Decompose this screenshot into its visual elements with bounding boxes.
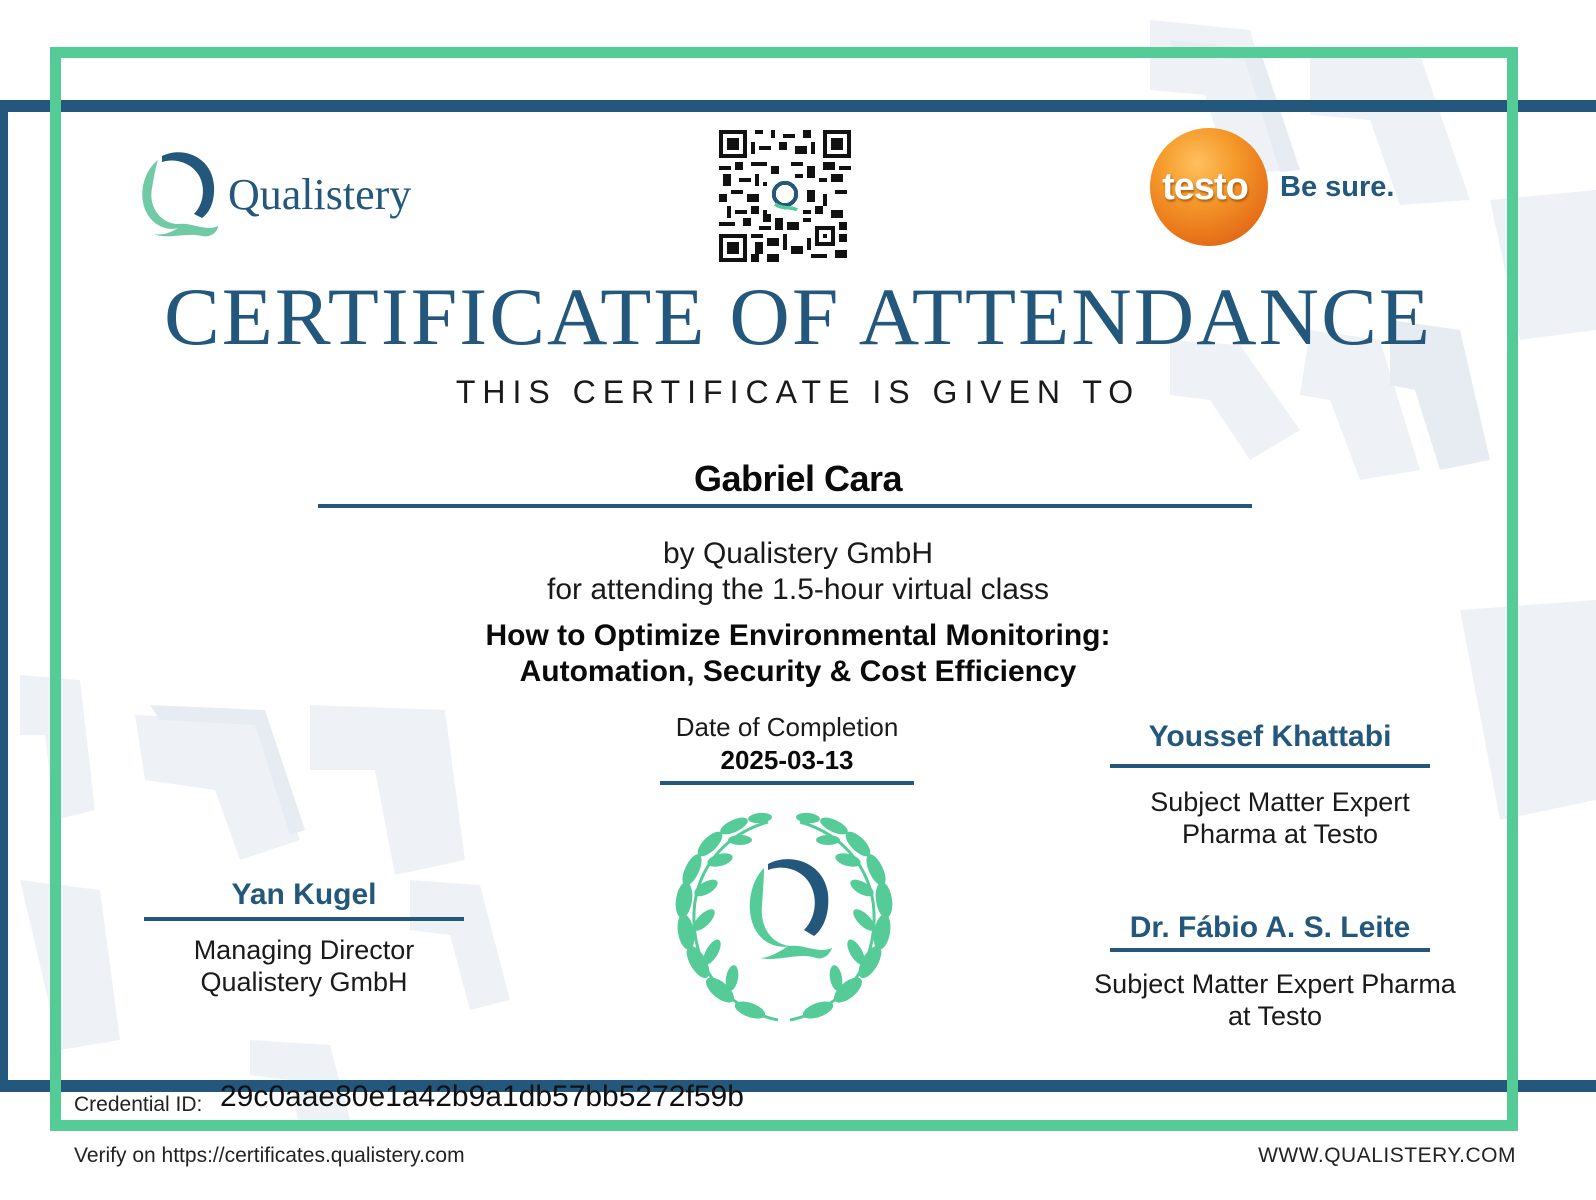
- by-line: by Qualistery GmbH: [662, 537, 934, 570]
- role-line: Pharma at Testo: [1181, 819, 1379, 849]
- certificate-title: CERTIFICATE OF ATTENDANCE: [163, 271, 1433, 362]
- completion-date: 2025-03-13: [720, 745, 854, 775]
- signatory-role: [1070, 786, 1490, 850]
- recipient-underline: [318, 504, 1252, 508]
- testo-logo: [1150, 128, 1394, 246]
- role-line: at Testo: [1227, 1001, 1323, 1031]
- credential-id-value: 29c0aae80e1a42b9a1db57bb5272f59b: [220, 1080, 744, 1113]
- qualistery-logo: [132, 148, 411, 240]
- verify-link[interactable]: Verify on https://certificates.qualistery.com: [74, 1144, 465, 1167]
- role-line: Subject Matter Expert Pharma: [1094, 969, 1456, 999]
- role-line: Subject Matter Expert: [1150, 787, 1410, 817]
- course-title-line2: Automation, Security & Cost Efficiency: [519, 655, 1077, 688]
- signatory-role: [104, 934, 504, 998]
- laurel-seal: [668, 812, 900, 1024]
- course-title: [0, 618, 1596, 690]
- signatory-name-fabio-leite: Dr. Fábio A. S. Leite: [1129, 911, 1411, 944]
- signatory-underline: [1110, 948, 1430, 952]
- course-title-line1: How to Optimize Environmental Monitoring:: [485, 619, 1111, 652]
- issuer-line: [0, 536, 1596, 608]
- signatory-name-youssef-khattabi: Youssef Khattabi: [1148, 720, 1392, 753]
- role-line: Qualistery GmbH: [200, 967, 408, 997]
- attendance-line: for attending the 1.5-hour virtual class: [547, 573, 1049, 606]
- signatory-underline: [1110, 764, 1430, 768]
- qr-code[interactable]: [718, 130, 852, 262]
- website-link[interactable]: WWW.QUALISTERY.COM: [1258, 1144, 1516, 1167]
- credential-id-label: Credential ID:: [74, 1093, 203, 1116]
- completion-date-label: Date of Completion: [675, 712, 899, 742]
- signatory-role: [1040, 968, 1510, 1032]
- qr-code-icon: [718, 130, 852, 262]
- qualistery-q-logo-icon: [132, 148, 222, 240]
- testo-ball-logo-icon: [1150, 128, 1268, 246]
- recipient-name: Gabriel Cara: [693, 458, 903, 499]
- signatory-name-yan-kugel: Yan Kugel: [231, 878, 377, 911]
- testo-tagline: Be sure.: [1280, 170, 1395, 203]
- qualistery-logo-text: Qualistery: [228, 169, 412, 219]
- signatory-underline: [144, 917, 464, 921]
- given-to-label: THIS CERTIFICATE IS GIVEN TO: [455, 374, 1141, 410]
- role-line: Managing Director: [193, 935, 415, 965]
- date-underline: [660, 781, 914, 785]
- testo-ball-text: testo: [1162, 165, 1248, 208]
- laurel-wreath-q-seal-icon: [668, 812, 900, 1024]
